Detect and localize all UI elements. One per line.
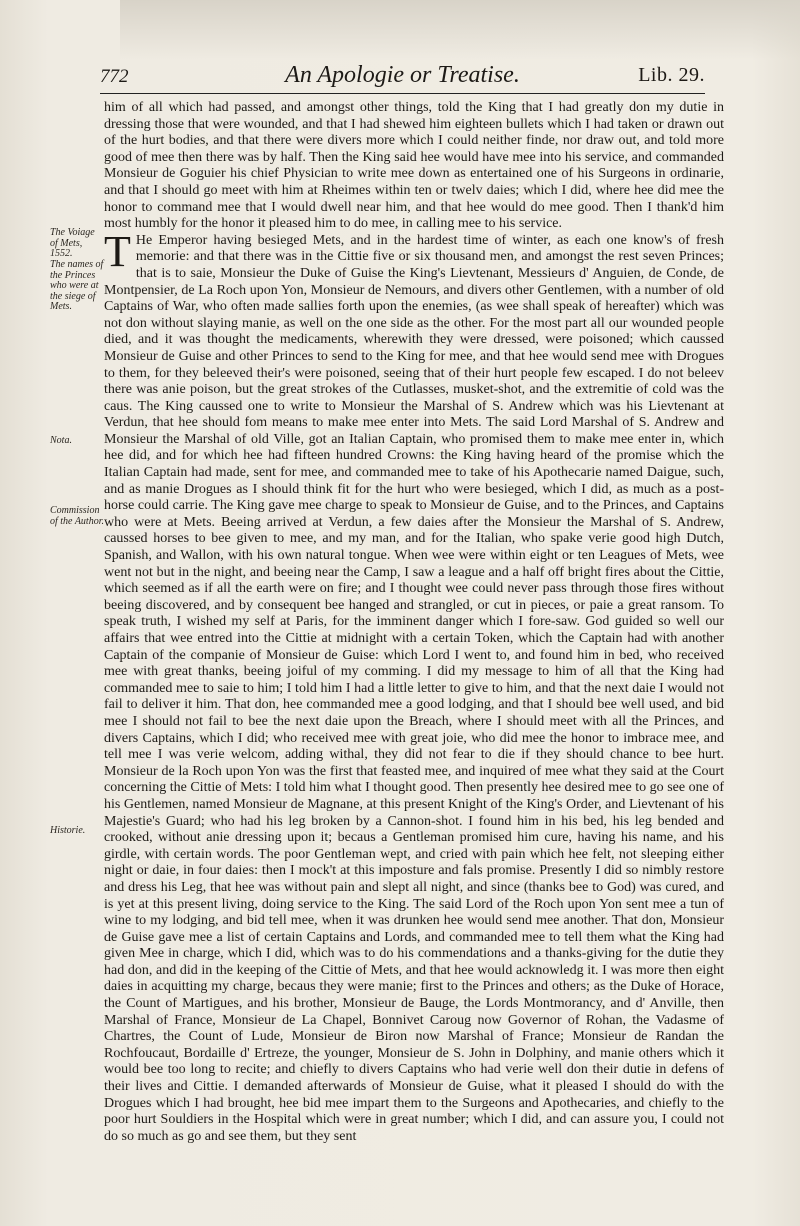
margin-note-commission: Commission of the Author. (50, 505, 104, 527)
page-number: 772 (100, 66, 129, 87)
paragraph-opening: him of all which had passed, and amongst other things, told the King that I had greatly don my dutie in dressing those that were wounded, and that I had shewed him eighteen bullets which I had taken or drawn out of the hurt bodies, and that there were divers more which I could neither finde, nor draw out, and told more good of mee then there was by half. Then the King said hee would have mee into his service, and commanded Monsieur de Goguier his chief Physician to write mee down as entertained one of his Surgeons in ordinarie, and that I should go meet with him at Rheimes within ten or twelv daies; which I did, where hee did mee the honor to command mee that I would dwell near him, and that hee would do mee good. Then I thank'd him most humbly for the honor it pleased him to do mee, in calling mee to his service. (104, 100, 724, 232)
book-section: Lib. 29. (638, 64, 705, 86)
running-header (100, 62, 705, 100)
header-rule (100, 93, 705, 94)
margin-note-princes: The names of the Princes who were at the siege of Mets. (50, 259, 104, 312)
running-title: An Apologie or Treatise. (285, 62, 520, 88)
margin-note-nota: Nota. (50, 435, 72, 446)
paragraph-siege-text: He Emperor having besieged Mets, and in the hardest time of winter, as each one know's of fresh memorie: and that there was in the Cittie five or six thousand men, and amongst the rest seven Princes; that is to saie, Monsieur the Duke of Guise the King's Lievtenant, Messieurs d' Anguien, de Conde, de Montpensier, de La Roch upon Yon, Monsieur de Nemours, and divers other Gentlemen, with a number of old Captains of War, who often made sallies forth upon the enemies, (as wee shall speak of hereafter) which was not don without slaying manie, as well on the one side as the other. For the most part all our wounded people died, and it was thought the medicaments, wherewith they were dressed, were poisoned; which caussed Monsieur de Guise and other Princes to send to the King for mee, and that hee would send mee with Drogues to them, for they beleeved their's were poisoned, seeing that of their hurt people few escaped. I do not beleev there was anie poison, but the great strokes of the Cutlasses, musket-shot, and the extremitie of cold was the caus. The King caussed one to write to Monsieur the Marshal of S. Andrew which was his Lievtenant at Verdun, that hee should fom means to make mee enter into Mets. The said Lord Marshal of S. Andrew and Monsieur the Marshal of old Ville, got an Italian Captain, who promised them to make mee enter in, which hee did, and for which hee had fifteen hundred Crowns: the King having heard of the promise which the Italian Captain had made, sent for mee, and commanded mee to take of his Apothecarie named Daigue, such, and as manie Drogues as I should think fit for the hurt who were besieged, which I did, as much as a post-horse could carrie. The King gave mee charge to speak to Monsieur de Guise, and to the Princes, and Captains who were at Mets. Beeing arrived at Verdun, a few daies after the Monsieur the Marshal of S. Andrew, caussed horses to bee given to mee, and my man, and for the Italian, who spake verie good high Dutch, Spanish, and Wallon, with his own natural tongue. When wee were within eight or ten Leagues of Mets, wee went not but in the night, and beeing near the Camp, I saw a league and a half off bright fires about the Cittie, which seemed as if all the earth were on fire; and I thought wee could never pass through those fires without beeing discovered, and by consequent bee hanged and strangled, or cut in pieces, or paie a great ransom. To speak truth, I wished my self at Paris, for the imminent danger which I fore-saw. God guided so well our affairs that wee entred into the Cittie at midnight with a certain Token, which the Captain had with another Captain of the companie of Monsieur de Guise: which Lord I went to, and found him in bed, who received mee with great thanks, beeing joiful of my comming. I did my message to him of all that the King had commanded mee to saie to him; I told him I had a little letter to give to him, and that the next daie I would not fail to deliver it him. That don, hee commanded mee a good lodging, and that I should bee well used, and bid mee I should not fail to bee the next daie upon the Breach, where I should meet with all the Princes, and divers Captains, which I did; who received mee with great joie, who did mee the honor to imbrace mee, and tell mee I was verie welcom, adding withal, they did not fear to die if they should chance to bee hurt. Monsieur de la Roch upon Yon was the first that feasted mee, and inquired of mee what they said at the Court concerning the Cittie of Mets: I told him what I thought good. Then presently hee desired mee to go see one of his Gentlemen, named Monsieur de Magnane, at this present Knight of the King's Order, and Lievtenant of his Majestie's Guard; who had his leg broken by a Cannon-shot. I found him in his bed, his leg bended and crooked, without anie dressing upon it; becaus a Gentleman promised him cure, having his name, and his girdle, with certain words. The poor Gentleman wept, and cried with pain which hee felt, not sleeping either night or daie, in four daies: then I mock't at this imposture and fals promise. Presently I did so nimbly restore and dress his Leg, that hee was without pain and slept all night, and since (thanks bee to God) was cured, and is yet at this present living, doing service to the King. The said Lord of the Roch upon Yon sent mee a tun of wine to my lodging, and bid tell mee, when it was drunken hee would send mee another. That don, Monsieur de Guise gave mee a list of certain Captains and Lords, and commanded mee to tell them what the King had given Mee in charge, which I did, which was to do his commendations and a thanks-giving for the dutie they had don, and did in the keeping of the Cittie of Mets, and that hee would acknowledg it. I was more then eight daies in acquitting my charge, becaus they were manie; first to the Princes and others; as the Duke of Horace, the Count of Martigues, and his brother, Monsieur de Bauge, the Lords Montmorancy, and d' Anville, then Marshal of France, Monsieur de La Chapel, Bonnivet Caroug now Governor of Rohan, the Vadasme of Chartres, the Count of Lude, Monsieur de Biron now Marshal of France; Monsieur de Randan the Rochfoucaut, Bordaille d' Ertreze, the younger, Monsieur de S. John in Dolphiny, and manie others which it would bee too long to recite; and chiefly to divers Captains who had verie well don their dutie in defens of their lives and Cittie. I demanded afterwards of Monsieur de Guise, what it pleased I should do with the Drogues which I had brought, hee bid mee impart them to the Surgeons and Apothecaries, and chiefly to the poor hurt Souldiers in the Hospital which were in great number; which I did, and can assure you, I could not do so much as go and see them, but they sent (104, 232, 724, 1144)
margin-note-historie: Historie. (50, 825, 86, 836)
drop-cap: T (104, 226, 131, 276)
body-text (104, 100, 724, 1145)
margin-note-voyage: The Voiage of Mets, 1552. (50, 227, 95, 259)
paragraph-siege (104, 226, 724, 1146)
page-edge-shadow (120, 0, 800, 60)
